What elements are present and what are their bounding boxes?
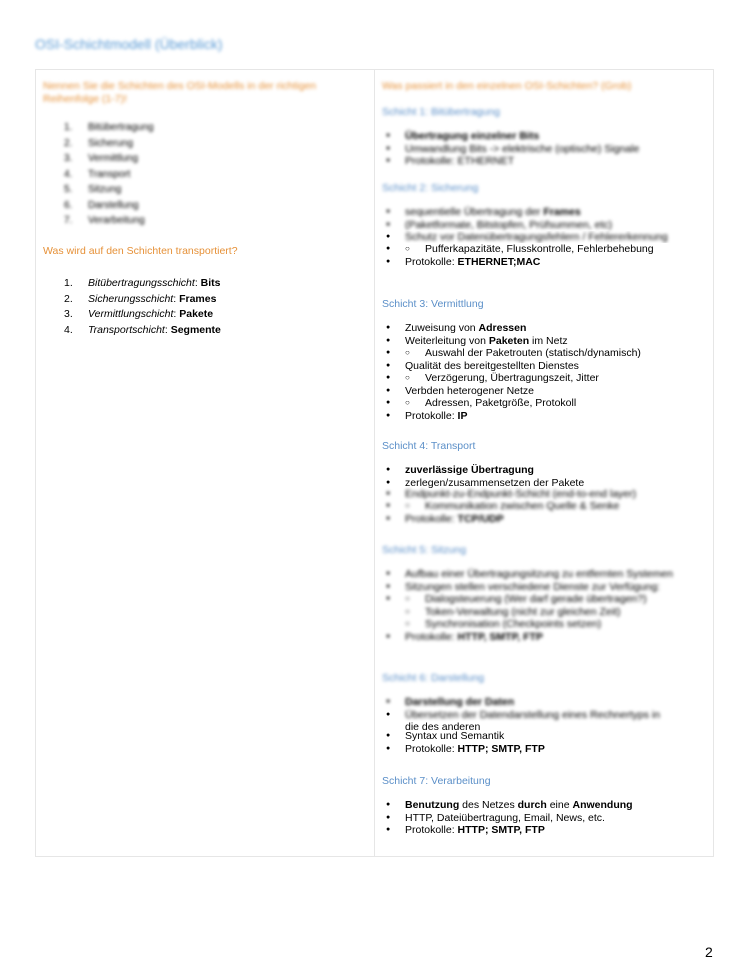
list-item: 2. Sicherungsschicht: Frames (64, 292, 217, 305)
list-item: ● Darstellung der Daten (382, 696, 707, 709)
question-layer-functions: Was passiert in den einzelnen OSI-Schichten? (Grob) (382, 80, 632, 92)
list-item (382, 372, 707, 385)
section-heading: Schicht 7: Verarbeitung (382, 775, 491, 787)
list-item: 3. Vermittlungschicht: Pakete (64, 308, 214, 320)
list-item: 4. Transportschicht: Segmente (64, 323, 221, 336)
question-transport: Was wird auf den Schichten transportiert? (43, 245, 238, 257)
list-item: ● zerlegen/zusammensetzen der Pakete (382, 477, 707, 488)
list-item: ● zuverlässige Übertragung (382, 464, 707, 477)
section-heading: Schicht 6: Darstellung (382, 672, 485, 684)
list-item: 1. Bitübertragung (64, 122, 154, 133)
list-item: ● Übersetzen der Datendarstellung eines Rechnertyps in die des anderen (382, 709, 707, 731)
transport-list (64, 276, 221, 338)
list-item: ● Protokolle: IP (382, 410, 707, 423)
section-layer-2 (382, 182, 707, 268)
section-layer-5 (382, 544, 707, 643)
list-item: 6. Darstellung (64, 199, 139, 211)
sub-list-item: ○ ● Auswahl der Paketrouten (statisch/dynamisch) (382, 347, 707, 360)
sub-list-item: ○ Synchronisation (Checkpoints setzen) (382, 618, 707, 631)
list-item: ● Umwandlung Bits -> elektrische (optische) Signale (382, 143, 707, 156)
list-item: ● Schutz vor Datenübertragungsfehlern / Fehlererkennung (382, 231, 707, 243)
section-heading: Schicht 2: Sicherung (382, 182, 479, 194)
list-item: ● HTTP, Dateiübertragung, Email, News, etc. (382, 812, 707, 825)
sub-list-item: ○ ● Kommunikation zwischen Quelle & Senke (382, 500, 707, 513)
section-layer-6 (382, 672, 707, 755)
section-heading: Schicht 1: Bitübertragung (382, 106, 500, 118)
list-item: ● Protokolle: HTTP; SMTP, FTP (382, 824, 707, 837)
list-item (382, 593, 707, 631)
list-item: ● Aufbau einer Übertragungsitzung zu entfernten Systemen (382, 568, 707, 581)
list-item: 5. Sitzung (64, 184, 122, 195)
list-item (382, 397, 707, 410)
list-item: ● Protokolle: HTTP, SMTP, FTP (382, 631, 707, 644)
list-item: 4. Transport (64, 168, 131, 180)
list-item: ● Qualität des bereitgestellten Dienstes (382, 360, 707, 373)
list-item: ● Protokolle: TCP/UDP (382, 513, 707, 526)
list-item: ● Protokolle: ETHERNET;MAC (382, 256, 707, 269)
list-item: ● Übertragung einzelner Bits (382, 130, 707, 143)
sub-list-item: ○ ● Dialogsteuerung (Wer darf gerade übertragen?) (382, 593, 707, 606)
list-item: ● (Paketformate, Bitstopfen, Prüfsummen, etc) (382, 219, 707, 232)
list-item: ● Protokolle: HTTP; SMTP, FTP (382, 743, 707, 756)
list-item: ● Syntax und Semantik (382, 730, 707, 743)
layer-list (64, 120, 154, 229)
question-layers: Nennen Sie die Schichten des OSI-Modells in der richtigen Reihenfolge (1-7)! (43, 80, 317, 105)
list-item (382, 243, 707, 256)
section-layer-7 (382, 775, 707, 837)
list-item: ● sequentielle Übertragung der Frames (382, 206, 707, 219)
section-heading: Schicht 5: Sitzung (382, 544, 467, 556)
list-item: ● Verbden heterogener Netze (382, 385, 707, 398)
list-item: ● Endpunkt-zu-Endpunkt-Schicht (end-to-end layer) (382, 488, 707, 501)
list-item (382, 347, 707, 360)
list-item (382, 500, 707, 513)
section-heading: Schicht 4: Transport (382, 440, 476, 452)
sub-list-item: ○ ● Verzögerung, Übertragungszeit, Jitter (382, 372, 707, 385)
list-item: ● Benutzung des Netzes durch eine Anwendung (382, 799, 707, 812)
list-item: ● Sitzungen stellen verschiedene Dienste zur Verfügung: (382, 581, 707, 594)
sub-list-item: ○ ● Adressen, Paketgröße, Protokoll (382, 397, 707, 410)
section-layer-1 (382, 106, 707, 168)
section-layer-3 (382, 298, 707, 422)
page-title: OSI-Schichtmodell (Überblick) (35, 36, 223, 52)
section-layer-4 (382, 440, 707, 525)
right-column (375, 70, 715, 856)
list-item: 7. Verarbeitung (64, 215, 145, 226)
list-item: ● Weiterleitung von Paketen im Netz (382, 335, 707, 348)
list-item: 2. Sicherung (64, 137, 134, 149)
sub-list-item: ○ Token-Verwaltung (nicht zur gleichen Zeit) (382, 606, 707, 619)
left-column (36, 70, 375, 856)
section-heading: Schicht 3: Vermittlung (382, 298, 484, 310)
overview-table (35, 69, 714, 857)
list-item: ● Zuweisung von Adressen (382, 322, 707, 335)
page-number: 2 (705, 944, 713, 960)
list-item: 3. Vermittlung (64, 153, 139, 164)
list-item: ● Protokolle: ETHERNET (382, 155, 707, 168)
sub-list-item: ○ ● Pufferkapazitäte, Flusskontrolle, Fehlerbehebung (382, 243, 707, 256)
list-item: 1. Bitübertragungsschicht: Bits (64, 277, 221, 289)
